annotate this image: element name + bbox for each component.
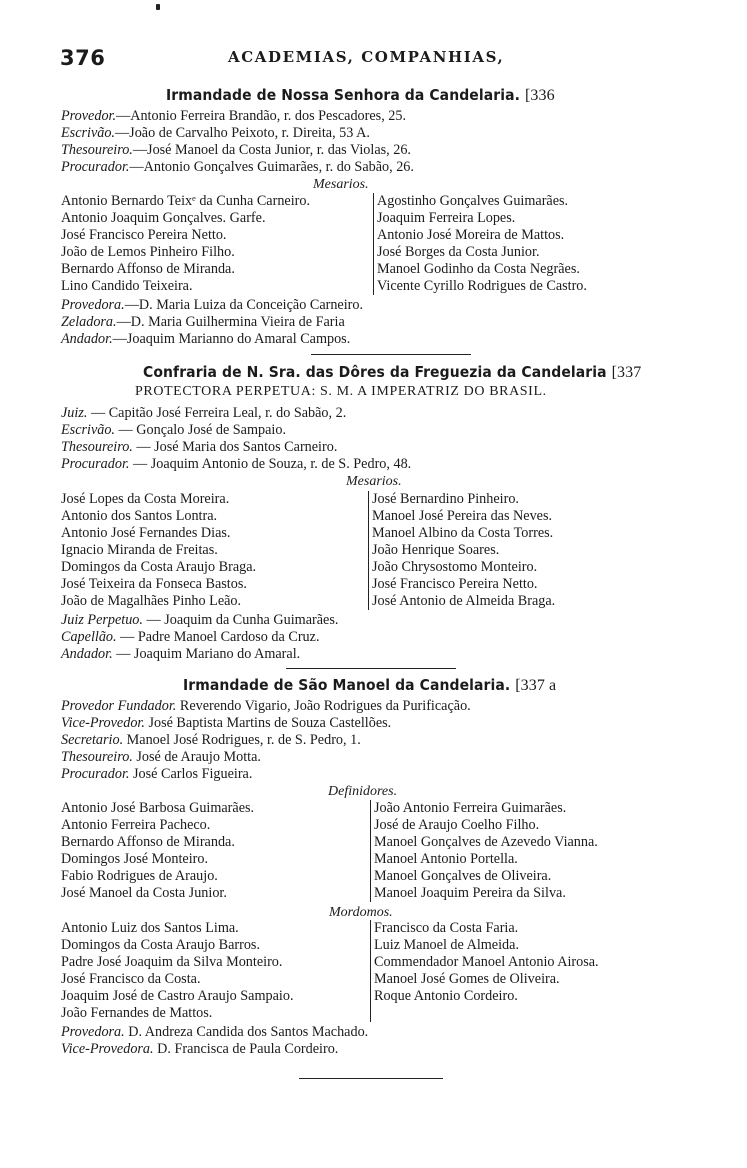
end-divider — [299, 1078, 443, 1079]
officer-line: Provedora.—D. Maria Luiza da Conceição Carneiro. — [61, 297, 364, 313]
members-right-column — [373, 193, 587, 295]
member-name: João de Magalhães Pinho Leão. — [61, 593, 242, 609]
member-name: Luiz Manoel de Almeida. — [374, 937, 519, 953]
officer-line: Vice-Provedora. D. Francisca de Paula Cordeiro. — [61, 1041, 339, 1057]
mesarios-heading: Mesarios. — [346, 474, 402, 489]
officer-line: Secretario. Manoel José Rodrigues, r. de S. Pedro, 1. — [61, 732, 361, 748]
section-title-text: Irmandade de Nossa Senhora da Candelaria. — [166, 86, 521, 104]
officer-line: Escrivão. — Gonçalo José de Sampaio. — [61, 422, 286, 438]
ink-speck — [156, 4, 160, 10]
officer-line: Procurador. — Joaquim Antonio de Souza, r. de S. Pedro, 48. — [61, 456, 412, 472]
officer-line: Thesoureiro. José de Araujo Motta. — [61, 749, 261, 765]
member-name: João Antonio Ferreira Guimarães. — [374, 800, 567, 816]
member-name: José Francisco da Costa. — [61, 971, 201, 987]
member-name: Padre José Joaquim da Silva Monteiro. — [61, 954, 283, 970]
member-name: Manoel Joaquim Pereira da Silva. — [374, 885, 566, 901]
member-name: Antonio Ferreira Pacheco. — [61, 817, 211, 833]
member-name: Francisco da Costa Faria. — [374, 920, 519, 936]
section-title-337a — [183, 676, 556, 695]
member-name: Commendador Manoel Antonio Airosa. — [374, 954, 599, 970]
officer-line: Provedor.—Antonio Ferreira Brandão, r. dos Pescadores, 25. — [61, 108, 407, 124]
officer-line: Andador.—Joaquim Marianno do Amaral Campos. — [61, 331, 351, 347]
officer-line: Thesoureiro.—José Manoel da Costa Junior, r. das Violas, 26. — [61, 142, 411, 158]
officer-line: Provedor Fundador. Reverendo Vigario, João Rodrigues da Purificação. — [61, 698, 471, 714]
mordomos-left-column — [61, 920, 294, 1022]
members-left-column — [61, 491, 256, 610]
section-number: [336 — [524, 87, 555, 104]
officer-line: Juiz Perpetuo. — Joaquim da Cunha Guimarães. — [61, 612, 339, 628]
mesarios-heading: Mesarios. — [313, 177, 369, 192]
section-divider — [286, 668, 456, 669]
member-name: José de Araujo Coelho Filho. — [374, 817, 540, 833]
member-name: Domingos José Monteiro. — [61, 851, 208, 867]
member-name: Antonio Joaquim Gonçalves. Garfe. — [61, 210, 266, 226]
officer-line: Zeladora.—D. Maria Guilhermina Vieira de Faria — [61, 314, 345, 330]
member-name: Manoel Antonio Portella. — [374, 851, 518, 867]
member-name: José Manoel da Costa Junior. — [61, 885, 227, 901]
member-name: Domingos da Costa Araujo Barros. — [61, 937, 260, 953]
officer-line: Vice-Provedor. José Baptista Martins de Souza Castellões. — [61, 715, 392, 731]
member-name: José Lopes da Costa Moreira. — [61, 491, 230, 507]
member-name: Ignacio Miranda de Freitas. — [61, 542, 218, 558]
section-number: [337 — [611, 364, 642, 381]
member-name: Joaquim Ferreira Lopes. — [377, 210, 516, 226]
member-name: José Bernardino Pinheiro. — [372, 491, 519, 507]
member-name: Fabio Rodrigues de Araujo. — [61, 868, 218, 884]
member-name: José Antonio de Almeida Braga. — [372, 593, 556, 609]
member-name: Bernardo Affonso de Miranda. — [61, 261, 235, 277]
page-number: 376 — [60, 46, 106, 70]
running-head: ACADEMIAS, COMPANHIAS, — [228, 48, 505, 66]
member-name: Roque Antonio Cordeiro. — [374, 988, 518, 1004]
mordomos-heading: Mordomos. — [329, 905, 393, 920]
member-name: Bernardo Affonso de Miranda. — [61, 834, 235, 850]
section-title-336 — [166, 86, 555, 105]
member-name: Antonio José Fernandes Dias. — [61, 525, 231, 541]
member-name: José Borges da Costa Junior. — [377, 244, 540, 260]
members-right-column — [368, 491, 555, 610]
member-name: João Fernandes de Mattos. — [61, 1005, 213, 1021]
member-name: Vicente Cyrillo Rodrigues de Castro. — [377, 278, 587, 294]
officer-line: Procurador.—Antonio Gonçalves Guimarães, r. do Sabão, 26. — [61, 159, 414, 175]
member-name: Manoel Albino da Costa Torres. — [372, 525, 554, 541]
page-header — [60, 46, 700, 72]
member-name: Antonio José Barbosa Guimarães. — [61, 800, 255, 816]
member-name: Manoel Gonçalves de Oliveira. — [374, 868, 552, 884]
section-title-text: Confraria de N. Sra. das Dôres da Freguezia da Candelaria — [143, 363, 607, 381]
officer-line: Provedora. D. Andreza Candida dos Santos Machado. — [61, 1024, 369, 1040]
section-divider — [311, 354, 471, 355]
officer-line: Juiz. — Capitão José Ferreira Leal, r. do Sabão, 2. — [61, 405, 347, 421]
member-name: Antonio Luiz dos Santos Lima. — [61, 920, 239, 936]
members-left-column — [61, 193, 310, 295]
member-name: José Francisco Pereira Netto. — [61, 227, 227, 243]
member-name: Manoel Gonçalves de Azevedo Vianna. — [374, 834, 598, 850]
member-name: Antonio Bernardo Teixᵉ da Cunha Carneiro. — [61, 193, 311, 209]
section-title-text: Irmandade de São Manoel da Candelaria. — [183, 676, 511, 694]
definidores-left-column — [61, 800, 254, 902]
member-name: Manoel José Gomes de Oliveira. — [374, 971, 560, 987]
protectora-subtitle: PROTECTORA PERPETUA: S. M. A IMPERATRIZ DO BRASIL. — [135, 384, 547, 399]
member-name: José Teixeira da Fonseca Bastos. — [61, 576, 247, 592]
member-name: Domingos da Costa Araujo Braga. — [61, 559, 257, 575]
member-name: Manoel José Pereira das Neves. — [372, 508, 553, 524]
member-name: Joaquim José de Castro Araujo Sampaio. — [61, 988, 294, 1004]
officer-line: Capellão. — Padre Manoel Cardoso da Cruz. — [61, 629, 320, 645]
officer-line: Procurador. José Carlos Figueira. — [61, 766, 253, 782]
member-name: Antonio dos Santos Lontra. — [61, 508, 218, 524]
member-name: João Henrique Soares. — [372, 542, 500, 558]
mordomos-right-column — [370, 920, 599, 1022]
member-name: Lino Candido Teixeira. — [61, 278, 193, 294]
member-name: José Francisco Pereira Netto. — [372, 576, 538, 592]
section-number: [337 a — [515, 677, 557, 694]
officer-line: Andador. — Joaquim Mariano do Amaral. — [61, 646, 301, 662]
member-name: João Chrysostomo Monteiro. — [372, 559, 538, 575]
member-name: Agostinho Gonçalves Guimarães. — [377, 193, 569, 209]
definidores-right-column — [370, 800, 598, 902]
member-name: Manoel Godinho da Costa Negrães. — [377, 261, 580, 277]
officer-line: Thesoureiro. — José Maria dos Santos Carneiro. — [61, 439, 338, 455]
member-name: Antonio José Moreira de Mattos. — [377, 227, 565, 243]
officer-line: Escrivão.—João de Carvalho Peixoto, r. Direita, 53 A. — [61, 125, 370, 141]
section-title-337 — [143, 363, 641, 382]
member-name: João de Lemos Pinheiro Filho. — [61, 244, 235, 260]
definidores-heading: Definidores. — [328, 784, 398, 799]
